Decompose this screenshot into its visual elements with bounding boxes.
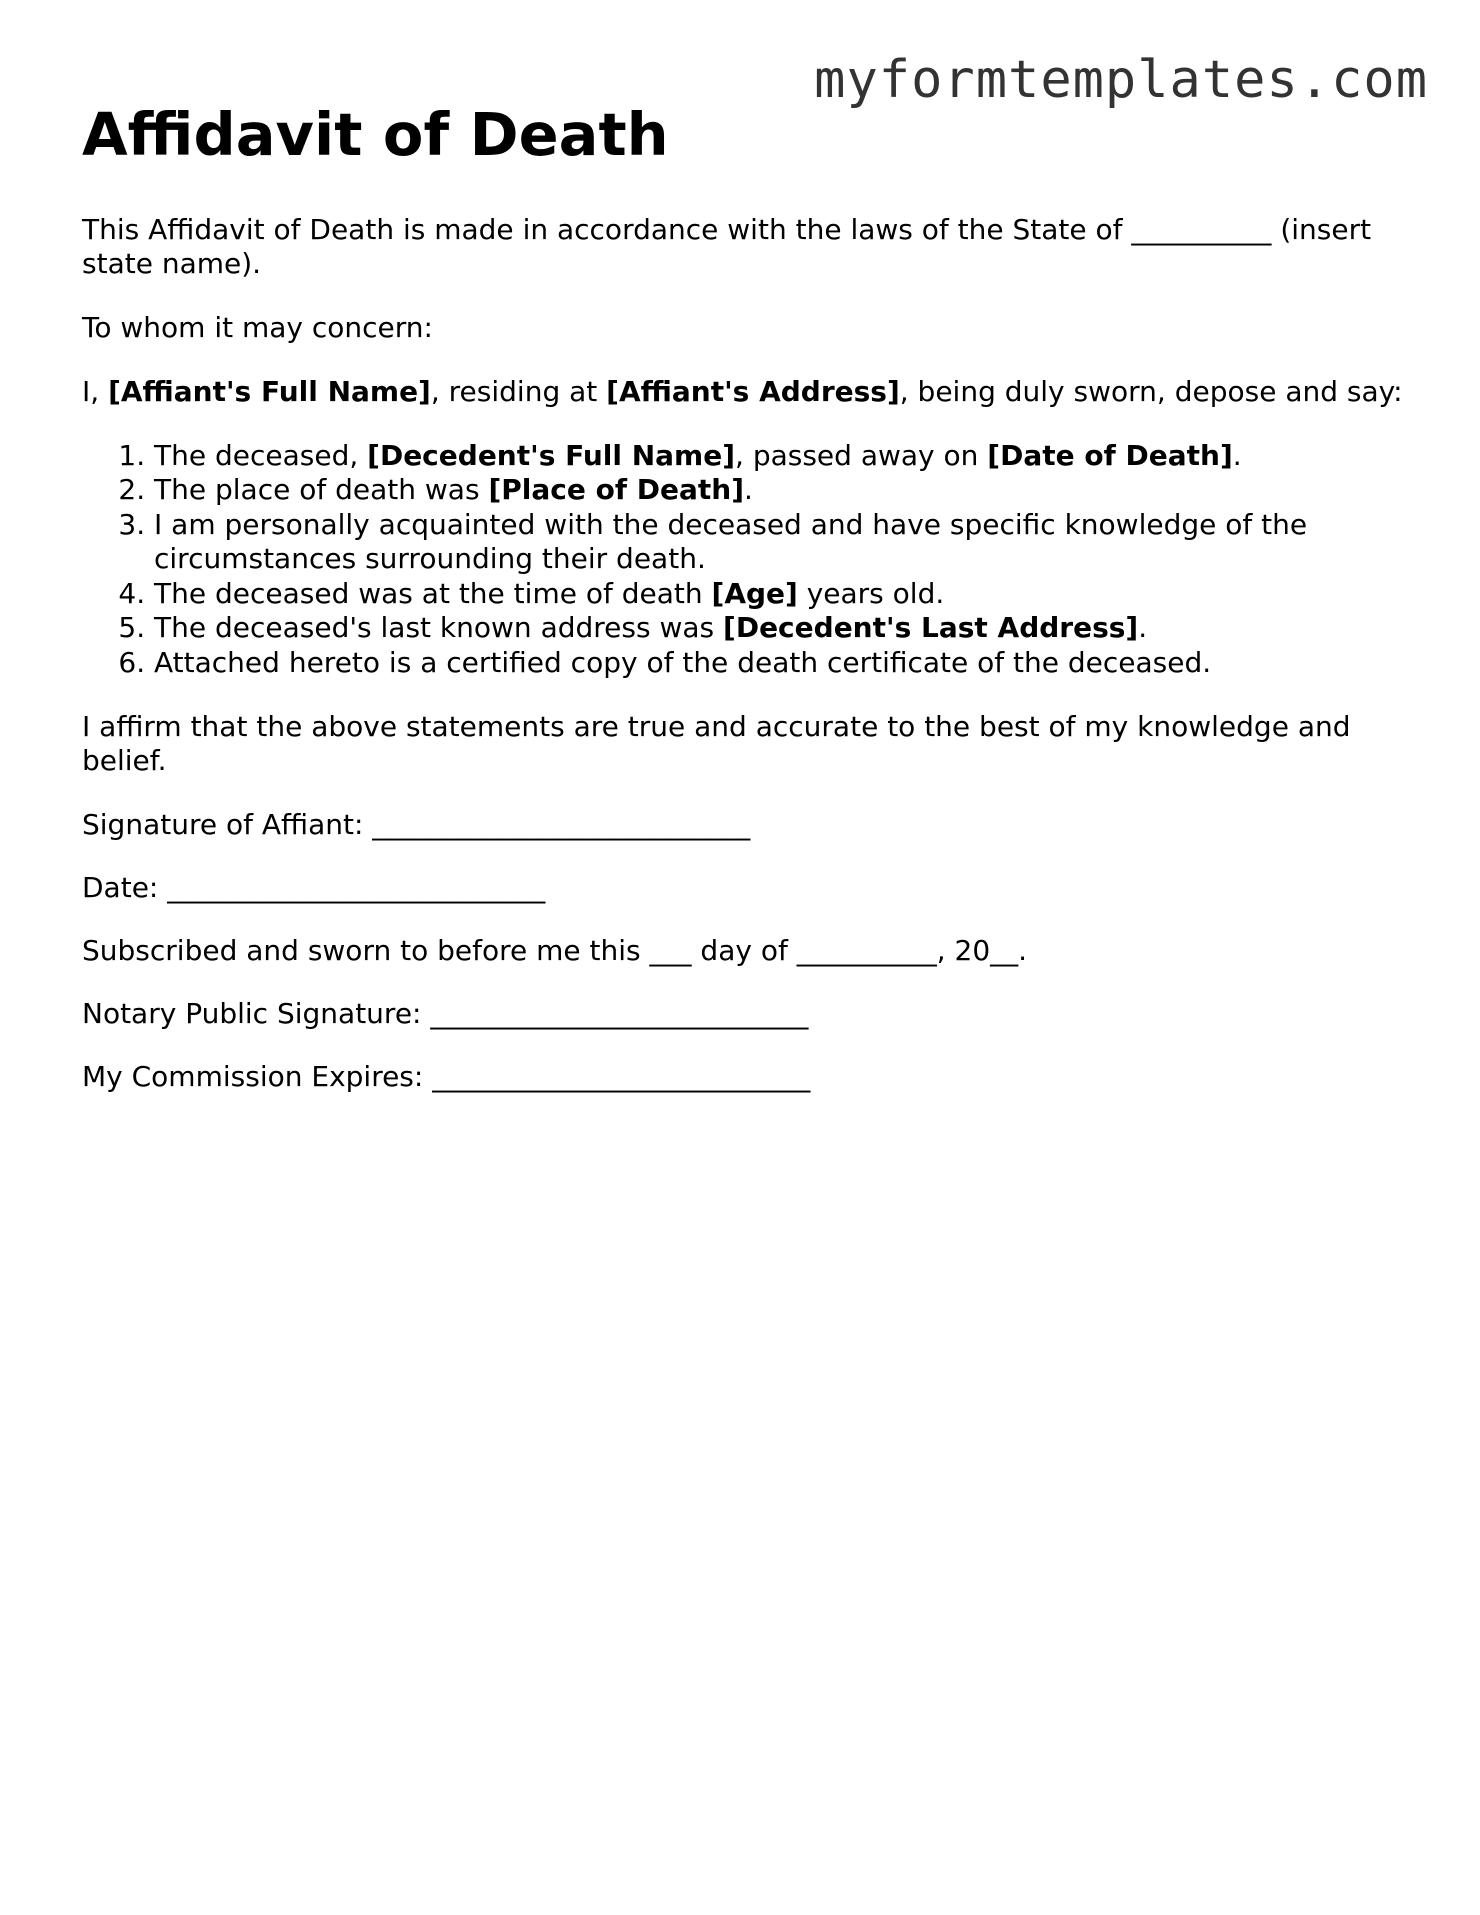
statement-item — [154, 577, 1412, 612]
statement-text: . — [744, 473, 753, 507]
affirmation-paragraph: I affirm that the above statements are true and accurate to the best of my knowledge and belief. — [82, 710, 1351, 778]
affiant-name-placeholder: [Affiant's Full Name] — [108, 374, 431, 408]
statement-text: Attached hereto is a certified copy of the death certificate of the deceased. — [154, 645, 1212, 679]
statement-list — [82, 439, 1412, 681]
statement-text: years old. — [797, 576, 945, 610]
declaration-mid: , residing at — [430, 374, 607, 408]
commission-expires-line: My Commission Expires: ___________________________ — [82, 1060, 811, 1094]
statement-text: I am personally acquainted with the deceased and have specific knowledge of the circumstances surrounding their death. — [154, 507, 1308, 576]
notary-signature-line: Notary Public Signature: ___________________________ — [82, 997, 809, 1031]
statement-text: The deceased's last known address was — [154, 611, 724, 645]
statement-item — [154, 473, 1412, 508]
date-line: Date: ___________________________ — [82, 871, 546, 905]
declaration-suffix: , being duly sworn, depose and say: — [899, 374, 1403, 408]
statement-item — [154, 611, 1412, 646]
statement-text: , passed away on — [735, 438, 988, 472]
place-of-death-placeholder: [Place of Death] — [488, 473, 744, 507]
watermark: myformtemplates.com — [814, 50, 1428, 110]
statement-item — [154, 439, 1412, 474]
document-body — [82, 100, 1412, 1123]
age-placeholder: [Age] — [711, 576, 798, 610]
statement-text: . — [1232, 438, 1242, 472]
intro-paragraph: This Affidavit of Death is made in accordance with the laws of the State of __________ (insert state name). — [82, 212, 1372, 280]
declaration-prefix: I, — [82, 374, 109, 408]
subscribed-sworn-line: Subscribed and sworn to before me this ___ day of __________, 20__. — [82, 934, 1028, 968]
statement-text: The deceased, — [154, 438, 368, 472]
document-title: Affidavit of Death — [82, 100, 669, 169]
decedent-address-placeholder: [Decedent's Last Address] — [723, 611, 1139, 645]
statement-text: The deceased was at the time of death — [154, 576, 712, 610]
affiant-signature-line: Signature of Affiant: ___________________________ — [82, 808, 751, 842]
statement-text: The place of death was — [154, 473, 489, 507]
statement-item — [154, 646, 1412, 681]
salutation: To whom it may concern: — [82, 310, 433, 344]
statement-item — [154, 508, 1412, 577]
declaration-paragraph — [82, 375, 1412, 409]
decedent-name-placeholder: [Decedent's Full Name] — [367, 438, 736, 472]
statement-text: . — [1138, 611, 1148, 645]
date-of-death-placeholder: [Date of Death] — [987, 438, 1233, 472]
affiant-address-placeholder: [Affiant's Address] — [606, 374, 900, 408]
